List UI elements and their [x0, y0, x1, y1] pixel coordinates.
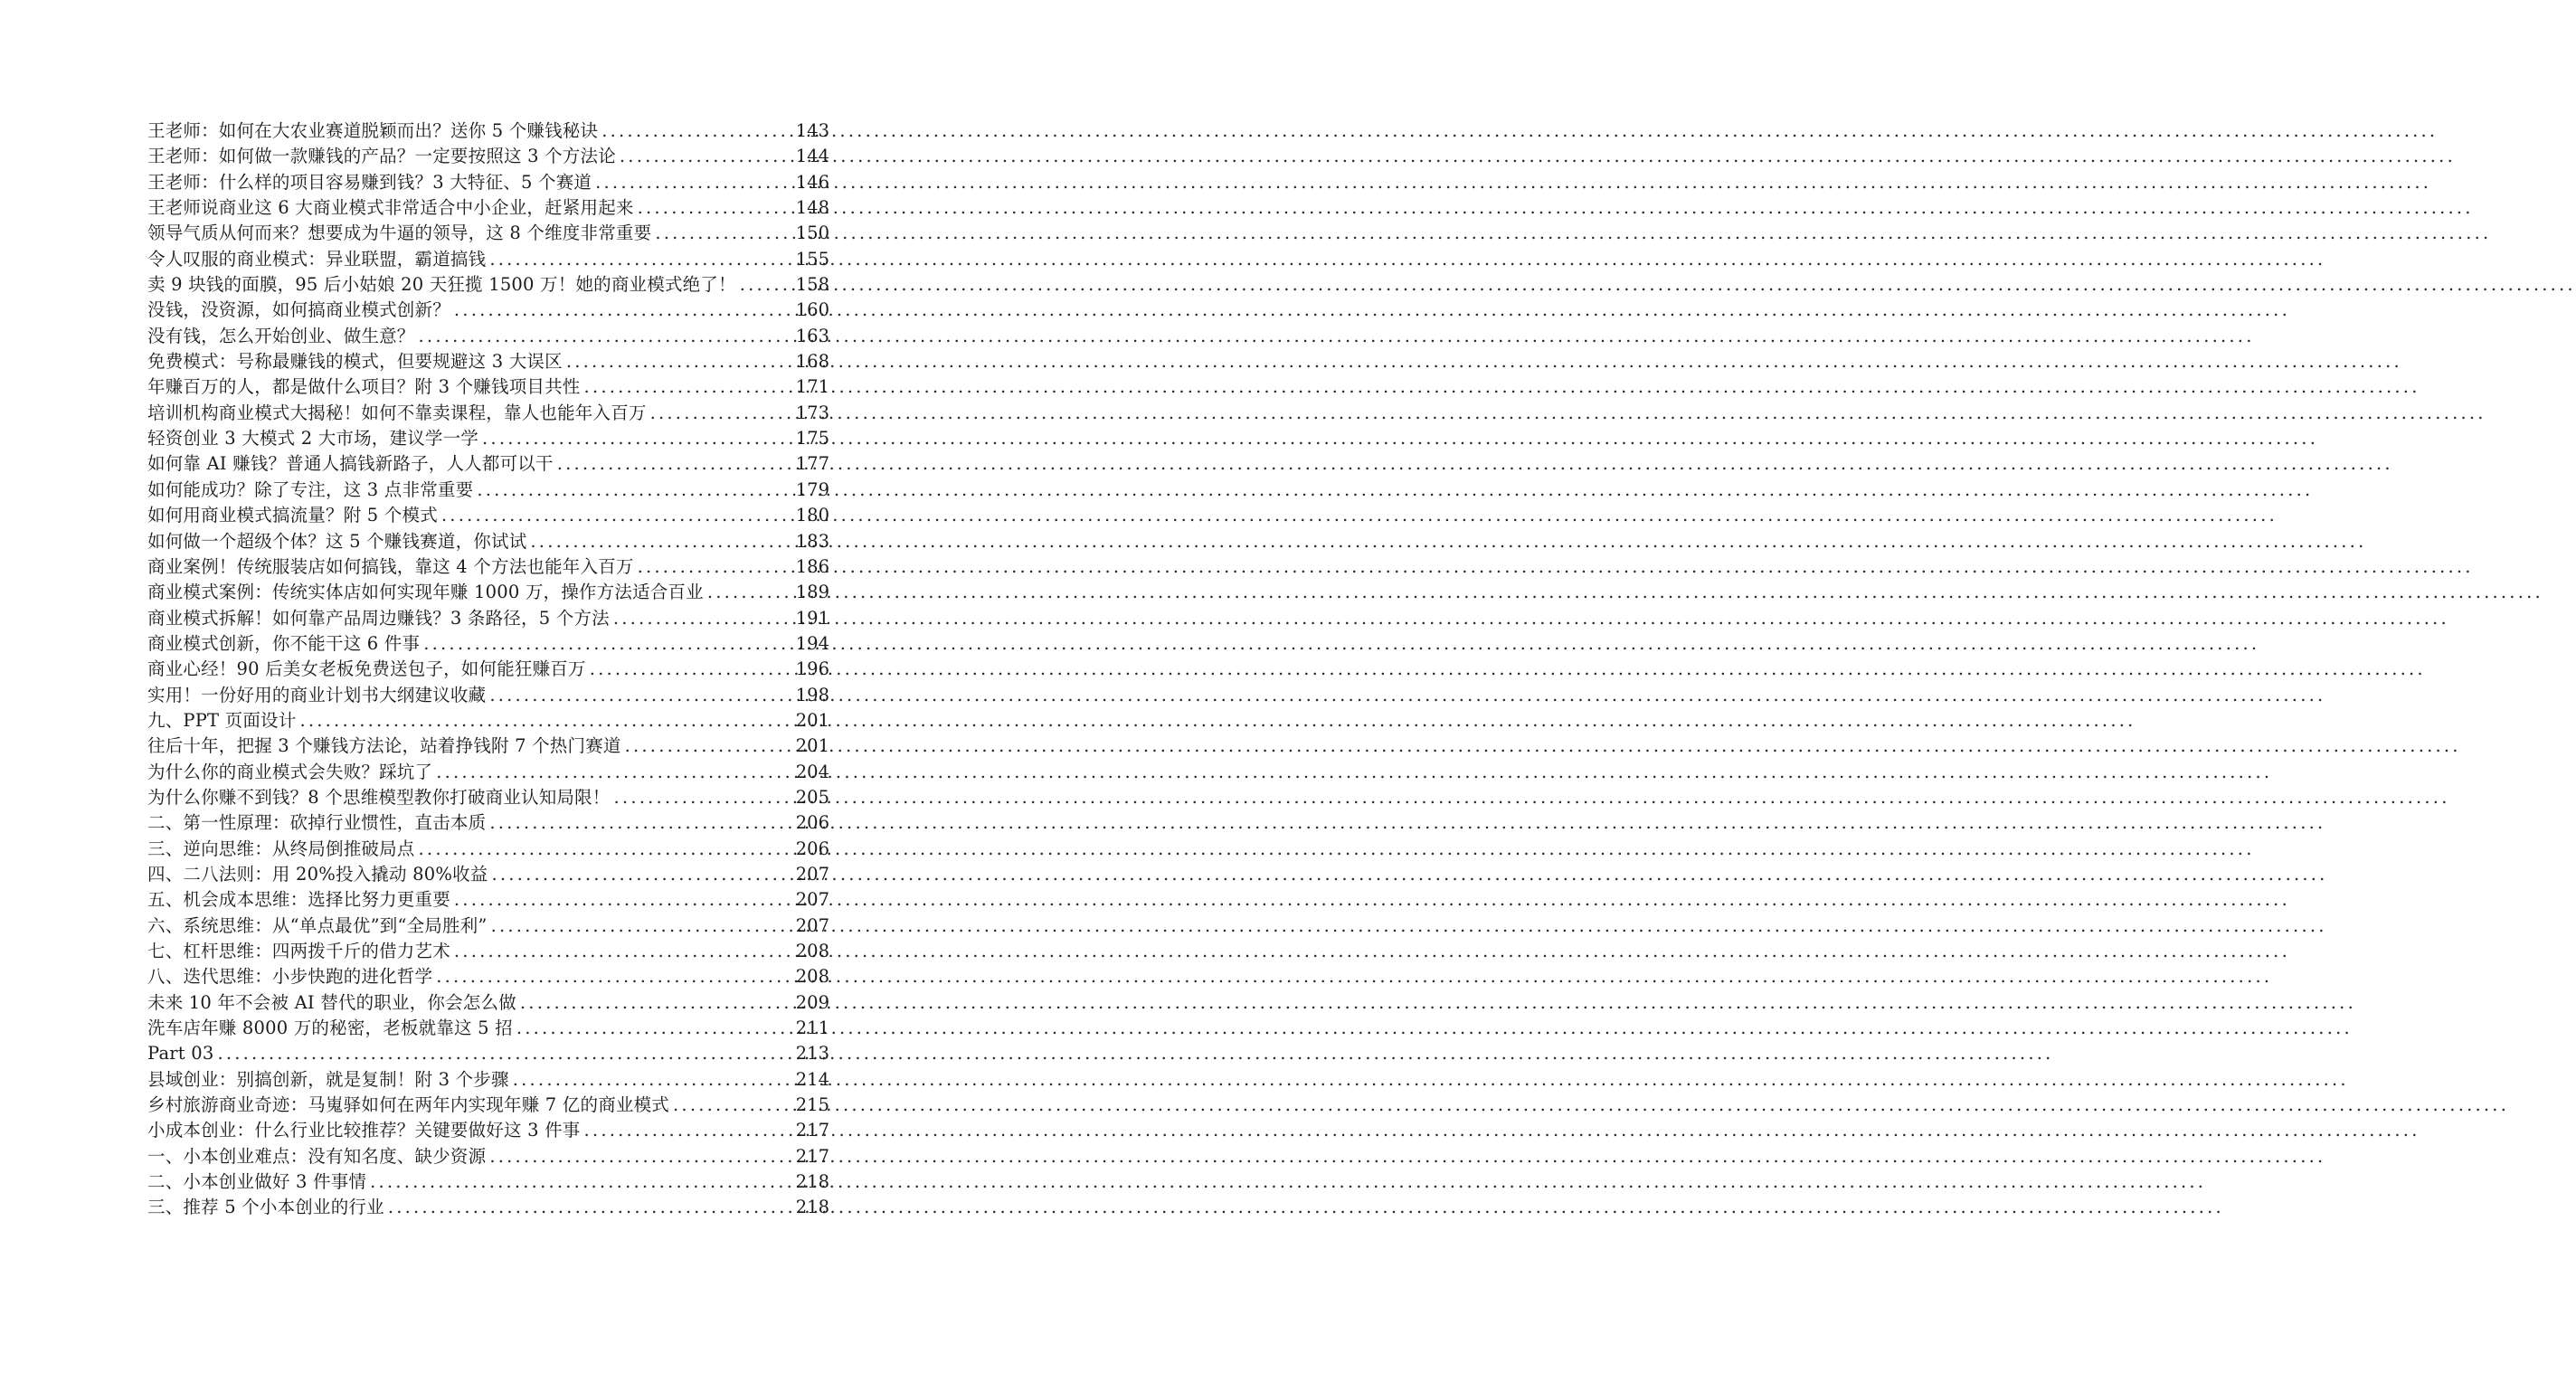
toc-entry[interactable]: [147, 529, 829, 554]
toc-entry-title: 三、逆向思维：从终局倒推破局点: [147, 838, 415, 859]
toc-dot-leader: [516, 990, 796, 1016]
toc-entry-page-number: 208: [795, 941, 829, 961]
toc-entry[interactable]: [147, 683, 829, 708]
toc-entry-title: 商业案例！传统服装店如何搞钱，靠这 4 个方法也能年入百万: [147, 555, 634, 577]
toc-entry-page-number: 204: [795, 761, 829, 782]
toc-dot-leader: [384, 1195, 796, 1220]
toc-entry[interactable]: [147, 1041, 829, 1066]
toc-dot-leader: [669, 1093, 796, 1118]
toc-entry[interactable]: [147, 760, 829, 785]
toc-entry[interactable]: [147, 478, 829, 503]
toc-entry-page-number: 208: [795, 966, 829, 988]
toc-entry-page-number: 180: [795, 505, 829, 526]
toc-entry-page-number: 183: [795, 530, 829, 552]
toc-dot-leader: [610, 606, 796, 631]
toc-entry[interactable]: [147, 349, 829, 374]
toc-entry-title: 八、迭代思维：小步快跑的进化哲学: [147, 966, 433, 988]
toc-dot-leader: [634, 554, 796, 580]
toc-dot-leader: [420, 631, 796, 657]
toc-entry-title: 商业模式创新，你不能干这 6 件事: [147, 632, 421, 654]
toc-dot-leader: [450, 887, 796, 913]
toc-entry[interactable]: [147, 1067, 829, 1093]
toc-entry-title: 一、小本创业难点：没有知名度、缺少资源: [147, 1145, 487, 1167]
toc-entry-title: 令人叹服的商业模式：异业联盟，霸道搞钱: [147, 248, 487, 270]
toc-entry-title: 未来 10 年不会被 AI 替代的职业，你会怎么做: [147, 991, 516, 1013]
toc-entry[interactable]: [147, 990, 829, 1016]
toc-entry[interactable]: [147, 554, 829, 580]
toc-entry-page-number: 211: [795, 1018, 829, 1039]
toc-entry-page-number: 175: [795, 428, 829, 450]
table-of-contents: [147, 118, 829, 1221]
toc-entry-page-number: 201: [795, 735, 829, 757]
toc-entry-title: 为什么你赚不到钱？8 个思维模型教你打破商业认知局限！: [147, 786, 611, 808]
toc-dot-leader: [488, 913, 796, 939]
toc-entry-title: 小成本创业：什么行业比较推荐？关键要做好这 3 件事: [147, 1120, 581, 1141]
toc-dot-leader: [581, 374, 796, 400]
toc-entry[interactable]: [147, 221, 829, 246]
toc-entry-page-number: 173: [795, 402, 829, 423]
toc-entry-page-number: 144: [795, 146, 829, 167]
toc-entry-page-number: 177: [795, 453, 829, 475]
toc-entry[interactable]: [147, 606, 829, 631]
toc-entry-title: 六、系统思维：从“单点最优”到“全局胜利”: [147, 914, 488, 936]
toc-dot-leader: [488, 862, 795, 887]
toc-entry-page-number: 150: [795, 222, 829, 244]
toc-entry[interactable]: [147, 657, 829, 682]
toc-entry[interactable]: [147, 939, 829, 964]
toc-entry[interactable]: [147, 580, 829, 605]
toc-entry[interactable]: [147, 298, 829, 323]
toc-dot-leader: [473, 478, 795, 503]
toc-entry-page-number: 218: [795, 1171, 829, 1193]
toc-entry-page-number: 189: [795, 582, 829, 603]
toc-entry-page-number: 179: [795, 478, 829, 500]
toc-entry-page-number: 215: [795, 1094, 829, 1116]
toc-entry-title: 王老师：如何做一款赚钱的产品？一定要按照这 3 个方法论: [147, 146, 616, 167]
toc-entry-title: 培训机构商业模式大揭秘！如何不靠卖课程，靠人也能年入百万: [147, 402, 647, 423]
toc-dot-leader: [296, 708, 795, 734]
toc-entry-page-number: 168: [795, 351, 829, 373]
toc-entry-page-number: 196: [795, 658, 829, 680]
toc-entry-title: 实用！一份好用的商业计划书大纲建议收藏: [147, 684, 487, 705]
toc-entry-title: 如何用商业模式搞流量？附 5 个模式: [147, 505, 438, 526]
toc-dot-leader: [586, 657, 796, 682]
toc-entry-title: 五、机会成本思维：选择比努力更重要: [147, 889, 450, 911]
toc-entry-page-number: 163: [795, 325, 829, 346]
toc-entry-title: 县域创业：别搞创新，就是复制！附 3 个步骤: [147, 1068, 509, 1090]
toc-entry[interactable]: [147, 862, 829, 887]
toc-dot-leader: [486, 1144, 795, 1169]
toc-entry-title: 七、杠杆思维：四两拨千斤的借力艺术: [147, 941, 450, 961]
toc-entry-title: 商业模式拆解！如何靠产品周边赚钱？3 条路径，5 个方法: [147, 607, 610, 629]
toc-dot-leader: [563, 349, 796, 374]
toc-dot-leader: [509, 1067, 796, 1093]
toc-entry-page-number: 194: [795, 632, 829, 654]
toc-entry-title: 轻资创业 3 大模式 2 大市场，建议学一学: [147, 428, 479, 450]
toc-entry-title: 九、PPT 页面设计: [147, 709, 297, 731]
toc-entry-title: 往后十年，把握 3 个赚钱方法论，站着挣钱附 7 个热门赛道: [147, 735, 621, 757]
toc-entry-title: 三、推荐 5 个小本创业的行业: [147, 1197, 384, 1218]
toc-dot-leader: [598, 118, 796, 144]
toc-dot-leader: [432, 964, 796, 989]
toc-dot-leader: [526, 529, 795, 554]
toc-entry-title: 领导气质从何而来？想要成为牛逼的领导，这 8 个维度非常重要: [147, 222, 652, 244]
toc-entry-title: 洗车店年赚 8000 万的秘密，老板就靠这 5 招: [147, 1018, 513, 1039]
toc-entry[interactable]: [147, 1169, 829, 1195]
toc-entry[interactable]: [147, 170, 829, 195]
toc-entry[interactable]: [147, 247, 829, 272]
toc-entry-title: 商业模式案例：传统实体店如何实现年赚 1000 万，操作方法适合百业: [147, 582, 704, 603]
toc-dot-leader: [611, 785, 796, 810]
toc-entry-page-number: 146: [795, 171, 829, 193]
toc-dot-leader: [736, 272, 796, 298]
toc-entry[interactable]: [147, 810, 829, 836]
toc-entry-page-number: 201: [795, 709, 829, 731]
toc-dot-leader: [486, 810, 795, 836]
toc-dot-leader: [366, 1169, 796, 1195]
toc-entry[interactable]: [147, 118, 829, 144]
toc-entry[interactable]: [147, 426, 829, 451]
toc-entry-page-number: 213: [795, 1043, 829, 1065]
toc-entry-page-number: 205: [795, 786, 829, 808]
toc-entry-page-number: 160: [795, 299, 829, 321]
toc-entry-title: 年赚百万的人，都是做什么项目？附 3 个赚钱项目共性: [147, 376, 581, 398]
toc-entry[interactable]: [147, 144, 829, 169]
toc-dot-leader: [213, 1041, 795, 1066]
toc-entry-title: 王老师说商业这 6 大商业模式非常适合中小企业，赶紧用起来: [147, 197, 634, 219]
toc-entry[interactable]: [147, 785, 829, 810]
toc-entry[interactable]: [147, 913, 829, 939]
toc-entry[interactable]: [147, 1144, 829, 1169]
toc-entry-page-number: 158: [795, 274, 829, 296]
toc-dot-leader: [432, 760, 796, 785]
toc-dot-leader: [486, 683, 795, 708]
toc-entry-page-number: 143: [795, 120, 829, 141]
toc-entry-page-number: 218: [795, 1197, 829, 1218]
toc-dot-leader: [704, 580, 796, 605]
toc-dot-leader: [647, 401, 796, 426]
toc-dot-leader: [486, 247, 795, 272]
toc-entry-title: 如何做一个超级个体？这 5 个赚钱赛道，你试试: [147, 530, 527, 552]
toc-entry-page-number: 206: [795, 812, 829, 834]
toc-dot-leader: [478, 426, 796, 451]
toc-entry-page-number: 155: [795, 248, 829, 270]
toc-dot-leader: [415, 837, 796, 862]
toc-entry[interactable]: [147, 964, 829, 989]
toc-entry-title: 二、第一性原理：砍掉行业惯性，直击本质: [147, 812, 487, 834]
toc-entry-page-number: 207: [795, 914, 829, 936]
toc-entry-title: 乡村旅游商业奇迹：马嵬驿如何在两年内实现年赚 7 亿的商业模式: [147, 1094, 670, 1116]
toc-entry-title: 为什么你的商业模式会失败？踩坑了: [147, 761, 433, 782]
toc-dot-leader: [581, 1118, 796, 1143]
toc-entry-title: 商业心经！90 后美女老板免费送包子，如何能狂赚百万: [147, 658, 586, 680]
toc-dot-leader: [450, 939, 796, 964]
toc-dot-leader: [513, 1016, 796, 1041]
toc-entry-title: 没钱，没资源，如何搞商业模式创新？: [147, 299, 450, 321]
toc-entry-page-number: 171: [795, 376, 829, 398]
toc-entry-page-number: 217: [795, 1120, 829, 1141]
toc-entry[interactable]: [147, 503, 829, 528]
toc-entry[interactable]: [147, 1016, 829, 1041]
toc-entry-title: 王老师：什么样的项目容易赚到钱？3 大特征、5 个赛道: [147, 171, 592, 193]
toc-entry-title: 如何靠 AI 赚钱？普通人搞钱新路子，人人都可以干: [147, 453, 554, 475]
toc-entry-title: 如何能成功？除了专注，这 3 点非常重要: [147, 478, 474, 500]
toc-entry-page-number: 198: [795, 684, 829, 705]
toc-entry[interactable]: [147, 734, 829, 759]
toc-entry[interactable]: [147, 1093, 829, 1118]
toc-entry-title: Part 03: [147, 1043, 214, 1065]
toc-entry-page-number: 209: [795, 991, 829, 1013]
toc-entry-page-number: 148: [795, 197, 829, 219]
toc-entry-title: 二、小本创业做好 3 件事情: [147, 1171, 367, 1193]
toc-entry-page-number: 217: [795, 1145, 829, 1167]
toc-entry-title: 没有钱，怎么开始创业、做生意？: [147, 325, 415, 346]
toc-dot-leader: [450, 298, 796, 323]
toc-entry[interactable]: [147, 1118, 829, 1143]
document-page: [0, 0, 977, 1382]
toc-dot-leader: [438, 503, 796, 528]
toc-entry[interactable]: [147, 1195, 829, 1220]
toc-entry[interactable]: [147, 837, 829, 862]
toc-entry-page-number: 191: [795, 607, 829, 629]
toc-dot-leader: [621, 734, 796, 759]
toc-entry[interactable]: [147, 374, 829, 400]
toc-entry-page-number: 186: [795, 555, 829, 577]
toc-entry[interactable]: [147, 195, 829, 221]
toc-dot-leader: [415, 324, 796, 349]
toc-entry[interactable]: [147, 451, 829, 477]
toc-entry-page-number: 206: [795, 838, 829, 859]
toc-entry-title: 王老师：如何在大农业赛道脱颖而出？送你 5 个赚钱秘诀: [147, 120, 599, 141]
toc-entry-page-number: 207: [795, 863, 829, 885]
toc-entry[interactable]: [147, 708, 829, 734]
toc-dot-leader: [634, 195, 796, 221]
toc-dot-leader: [592, 170, 796, 195]
toc-entry-page-number: 214: [795, 1068, 829, 1090]
toc-entry-page-number: 207: [795, 889, 829, 911]
toc-dot-leader: [554, 451, 796, 477]
toc-entry[interactable]: [147, 631, 829, 657]
toc-entry[interactable]: [147, 887, 829, 913]
toc-entry-title: 卖 9 块钱的面膜，95 后小姑娘 20 天狂揽 1500 万！她的商业模式绝了！: [147, 274, 736, 296]
toc-entry[interactable]: [147, 324, 829, 349]
toc-dot-leader: [616, 144, 796, 169]
toc-entry-title: 免费模式：号称最赚钱的模式，但要规避这 3 大误区: [147, 351, 563, 373]
toc-entry[interactable]: [147, 272, 829, 298]
toc-entry[interactable]: [147, 401, 829, 426]
toc-entry-title: 四、二八法则：用 20%投入撬动 80%收益: [147, 863, 488, 885]
toc-dot-leader: [651, 221, 795, 246]
